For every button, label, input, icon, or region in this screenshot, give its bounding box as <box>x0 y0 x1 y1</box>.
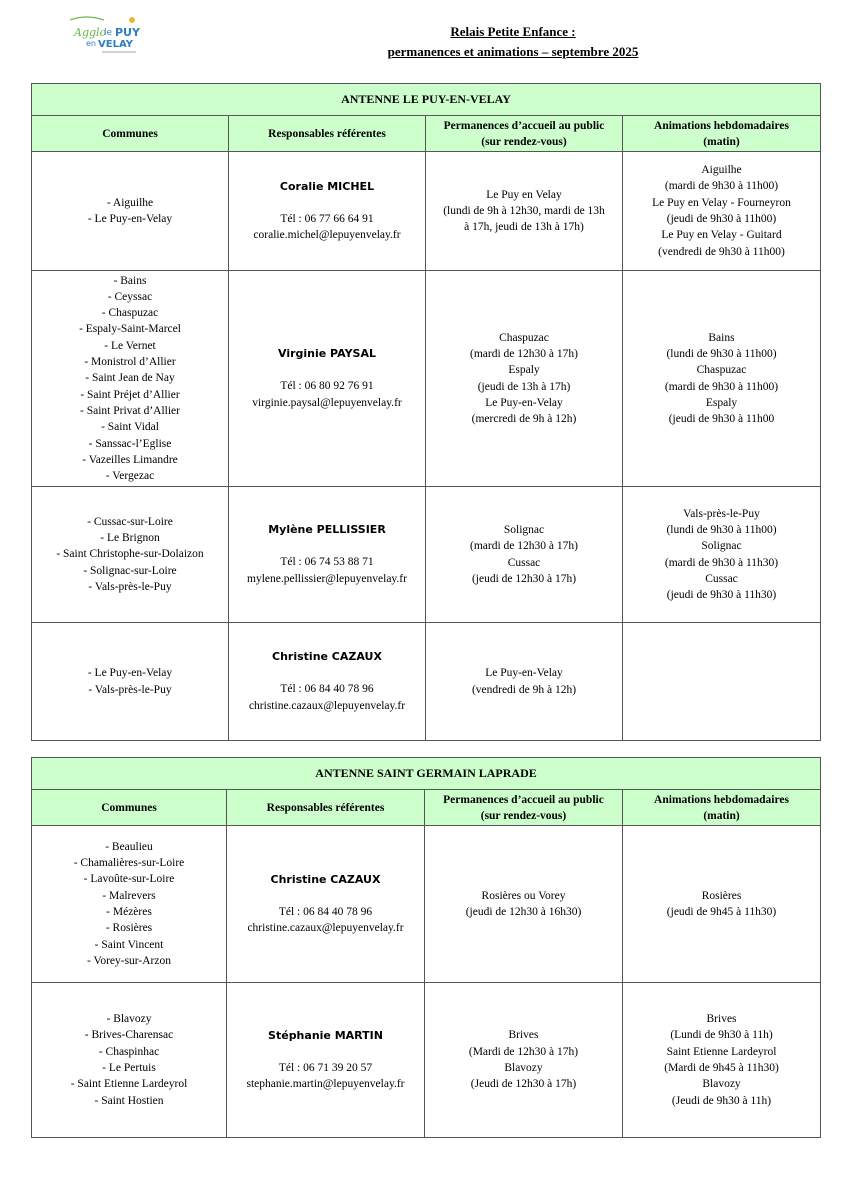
text-line: - Le Puy-en-Velay <box>87 667 173 680</box>
phone-number: Tél : 06 77 66 64 91 <box>280 212 374 225</box>
text-line: Espaly <box>508 364 540 377</box>
logo-puy-text: PUY <box>115 26 140 39</box>
responsable-cell <box>227 826 425 983</box>
permanences-cell <box>426 271 623 487</box>
text-line: - Beaulieu <box>105 840 153 853</box>
text-line: - Bains <box>113 274 147 287</box>
text-line: - Saint Préjet d’Allier <box>80 388 180 401</box>
responsable-name: Christine CAZAUX <box>270 872 381 886</box>
text-line: - Le Brignon <box>100 532 160 545</box>
text-line: - Saint Vincent <box>94 938 164 951</box>
email-address: coralie.michel@lepuyenvelay.fr <box>253 229 401 242</box>
text-line: - Saint Jean de Nay <box>85 372 175 385</box>
text-line: - Espaly-Saint-Marcel <box>79 323 181 336</box>
animations-cell <box>623 826 821 983</box>
communes-cell <box>32 983 227 1138</box>
text-line: (jeudi de 13h à 17h) <box>477 380 571 393</box>
animations-cell <box>623 271 821 487</box>
text-line: - Le Puy-en-Velay <box>87 213 173 225</box>
communes-cell <box>32 152 229 271</box>
column-header-row <box>32 116 821 152</box>
phone-number: Tél : 06 71 39 20 57 <box>278 1061 373 1074</box>
text-line: Rosières <box>701 889 742 902</box>
text-line: (lundi de 9h30 à 11h00) <box>666 347 777 360</box>
text-line: (jeudi de 12h30 à 17h) <box>471 572 577 585</box>
text-line: (mardi de 9h30 à 11h00) <box>664 380 779 393</box>
header-communes: Communes <box>32 116 229 152</box>
text-line: Le Puy en Velay - Guitard <box>661 229 782 242</box>
text-line: à 17h, jeudi de 13h à 17h) <box>464 221 584 234</box>
text-line: (jeudi de 9h30 à 11h00 <box>668 413 775 426</box>
text-line: (mardi de 12h30 à 17h) <box>470 347 578 360</box>
text-line: Le Puy-en-Velay <box>485 667 563 680</box>
permanences-cell <box>426 487 623 623</box>
text-line: - Mézères <box>106 906 152 918</box>
text-line: - Solignac-sur-Loire <box>83 564 177 577</box>
text-line: Le Puy en Velay - Fourneyron <box>652 196 791 209</box>
antenne-saint-germain-table <box>31 757 821 1138</box>
text-line: Solignac <box>701 540 742 553</box>
text-line: Chaspuzac <box>499 331 549 344</box>
text-line: Espaly <box>705 396 738 409</box>
text-line: (mercredi de 9h à 12h) <box>471 413 577 426</box>
text-line: - Monistrol d’Allier <box>84 356 176 369</box>
text-line: (mardi de 9h30 à 11h30) <box>664 556 779 569</box>
text-line: (lundi de 9h à 12h30, mardi de 13h <box>443 204 605 217</box>
table-row <box>32 487 821 623</box>
phone-number: Tél : 06 84 40 78 96 <box>280 683 374 696</box>
communes-cell <box>32 826 227 983</box>
text-line: - Blavozy <box>106 1013 152 1026</box>
permanences-cell <box>425 826 623 983</box>
text-line: (mardi de 12h30 à 17h) <box>470 540 578 553</box>
text-line: - Saint Privat d’Allier <box>80 404 180 417</box>
text-line: (jeudi de 9h45 à 11h30) <box>666 906 777 918</box>
email-address: virginie.paysal@lepuyenvelay.fr <box>252 396 402 409</box>
text-line: Cussac <box>507 556 541 569</box>
email-address: christine.cazaux@lepuyenvelay.fr <box>248 699 406 712</box>
text-line: - Le Pertuis <box>102 1062 156 1074</box>
responsable-cell <box>229 487 426 623</box>
text-line: - Rosières <box>105 922 153 935</box>
text-line: (jeudi de 9h30 à 11h30) <box>666 589 777 602</box>
text-line: (jeudi de 12h30 à 16h30) <box>465 906 582 918</box>
animations-cell <box>623 487 821 623</box>
responsable-cell <box>229 271 426 487</box>
column-header-row <box>32 790 821 826</box>
page-title: Relais Petite Enfance : <box>450 24 576 39</box>
table-row <box>32 623 821 741</box>
permanences-cell <box>426 152 623 271</box>
responsable-name: Christine CAZAUX <box>272 650 382 664</box>
antenne-title: ANTENNE LE PUY-EN-VELAY <box>32 84 821 116</box>
animations-cell <box>623 152 821 271</box>
header-communes: Communes <box>32 790 227 826</box>
text-line: - Lavoûte-sur-Loire <box>83 873 175 886</box>
text-line: Le Puy-en-Velay <box>485 396 563 409</box>
text-line: - Saint Christophe-sur-Dolaizon <box>56 548 204 561</box>
table-row <box>32 271 821 487</box>
text-line: - Malrevers <box>102 889 156 902</box>
text-line: (Lundi de 9h30 à 11h) <box>670 1029 773 1042</box>
text-line: - Vorey-sur-Arzon <box>87 954 171 967</box>
text-line: - Chamalières-sur-Loire <box>73 857 185 870</box>
communes-cell <box>32 487 229 623</box>
logo-le-text: le <box>104 28 113 38</box>
text-line: Chaspuzac <box>696 364 747 377</box>
table-row <box>32 826 821 983</box>
responsable-name: Stéphanie MARTIN <box>268 1028 383 1042</box>
header-permanences: Permanences d’accueil au public (sur rendez-vous) <box>426 116 623 152</box>
text-line: - Saint Vidal <box>101 421 159 434</box>
text-line: Cussac <box>705 572 738 585</box>
text-line: - Saint Etienne Lardeyrol <box>70 1078 188 1091</box>
text-line: - Saint Hostien <box>94 1094 164 1107</box>
responsable-name: Virginie PAYSAL <box>278 347 376 361</box>
antenne-puy-table <box>31 83 821 741</box>
email-address: stephanie.martin@lepuyenvelay.fr <box>246 1078 405 1091</box>
phone-number: Tél : 06 80 92 76 91 <box>280 380 374 393</box>
responsable-cell <box>227 983 425 1138</box>
text-line: - Brives-Charensac <box>84 1029 174 1042</box>
text-line: Blavozy <box>504 1062 543 1074</box>
text-line: (Jeudi de 12h30 à 17h) <box>470 1078 577 1091</box>
responsable-cell <box>229 152 426 271</box>
text-line: (Jeudi de 9h30 à 11h) <box>671 1094 772 1107</box>
phone-number: Tél : 06 84 40 78 96 <box>278 905 373 918</box>
text-line: Blavozy <box>702 1078 741 1091</box>
responsable-name: Coralie MICHEL <box>279 179 375 193</box>
text-line: - Le Vernet <box>104 339 156 352</box>
header-animations: Animations hebdomadaires (matin) <box>623 116 821 152</box>
text-line: - Vals-près-le-Puy <box>88 683 172 696</box>
permanences-cell <box>426 623 623 741</box>
logo-en-text: en <box>86 39 96 48</box>
text-line: - Vals-près-le-Puy <box>88 580 172 593</box>
table-row <box>32 152 821 271</box>
text-line: Rosières ou Vorey <box>481 889 566 902</box>
header-animations: Animations hebdomadaires (matin) <box>623 790 821 826</box>
permanences-cell <box>425 983 623 1138</box>
text-line: - Vazeilles Limandre <box>82 453 178 466</box>
text-line: Solignac <box>503 523 545 536</box>
email-address: christine.cazaux@lepuyenvelay.fr <box>247 922 404 935</box>
text-line: - Vergezac <box>105 470 155 483</box>
text-line: Aiguilhe <box>701 164 742 177</box>
text-line: - Chaspuzac <box>101 307 159 320</box>
responsable-name: Mylène PELLISSIER <box>268 523 386 537</box>
text-line: Brives <box>508 1029 539 1042</box>
header-permanences: Permanences d’accueil au public (sur rendez-vous) <box>425 790 623 826</box>
text-line: (Mardi de 12h30 à 17h) <box>468 1045 579 1058</box>
text-line: (jeudi de 9h30 à 11h00) <box>666 213 777 225</box>
table-row <box>32 983 821 1138</box>
text-line: Bains <box>708 331 735 344</box>
page-subtitle: permanences et animations – septembre 2025 <box>387 44 639 59</box>
communes-cell <box>32 271 229 487</box>
text-line: - Ceyssac <box>107 290 153 303</box>
text-line: (mardi de 9h30 à 11h00) <box>664 180 779 193</box>
header-responsables: Responsables référentes <box>229 116 426 152</box>
text-line: Brives <box>706 1013 737 1026</box>
antenne-title: ANTENNE SAINT GERMAIN LAPRADE <box>32 758 821 790</box>
responsable-cell <box>229 623 426 741</box>
logo-velay-text: VELAY <box>98 39 133 50</box>
text-line: - Chaspinhac <box>98 1045 160 1058</box>
text-line: Saint Etienne Lardeyrol <box>666 1045 777 1058</box>
logo-agglo-text: Agglo <box>74 26 107 39</box>
animations-cell <box>623 983 821 1138</box>
header-responsables: Responsables référentes <box>227 790 425 826</box>
text-line: Le Puy en Velay <box>486 188 562 201</box>
text-line: Vals-près-le-Puy <box>683 507 760 520</box>
text-line: - Cussac-sur-Loire <box>87 515 173 528</box>
communes-cell <box>32 623 229 741</box>
text-line: (vendredi de 9h à 12h) <box>471 683 577 696</box>
text-line: (vendredi de 9h30 à 11h00) <box>658 245 785 258</box>
email-address: mylene.pellissier@lepuyenvelay.fr <box>247 572 407 585</box>
text-line: (Mardi de 9h45 à 11h30) <box>664 1062 779 1074</box>
animations-cell <box>623 623 821 741</box>
text-line: - Sanssac-l’Eglise <box>88 437 172 450</box>
phone-number: Tél : 06 74 53 88 71 <box>280 556 374 569</box>
text-line: (lundi de 9h30 à 11h00) <box>666 523 777 536</box>
text-line: - Aiguilhe <box>106 196 154 209</box>
